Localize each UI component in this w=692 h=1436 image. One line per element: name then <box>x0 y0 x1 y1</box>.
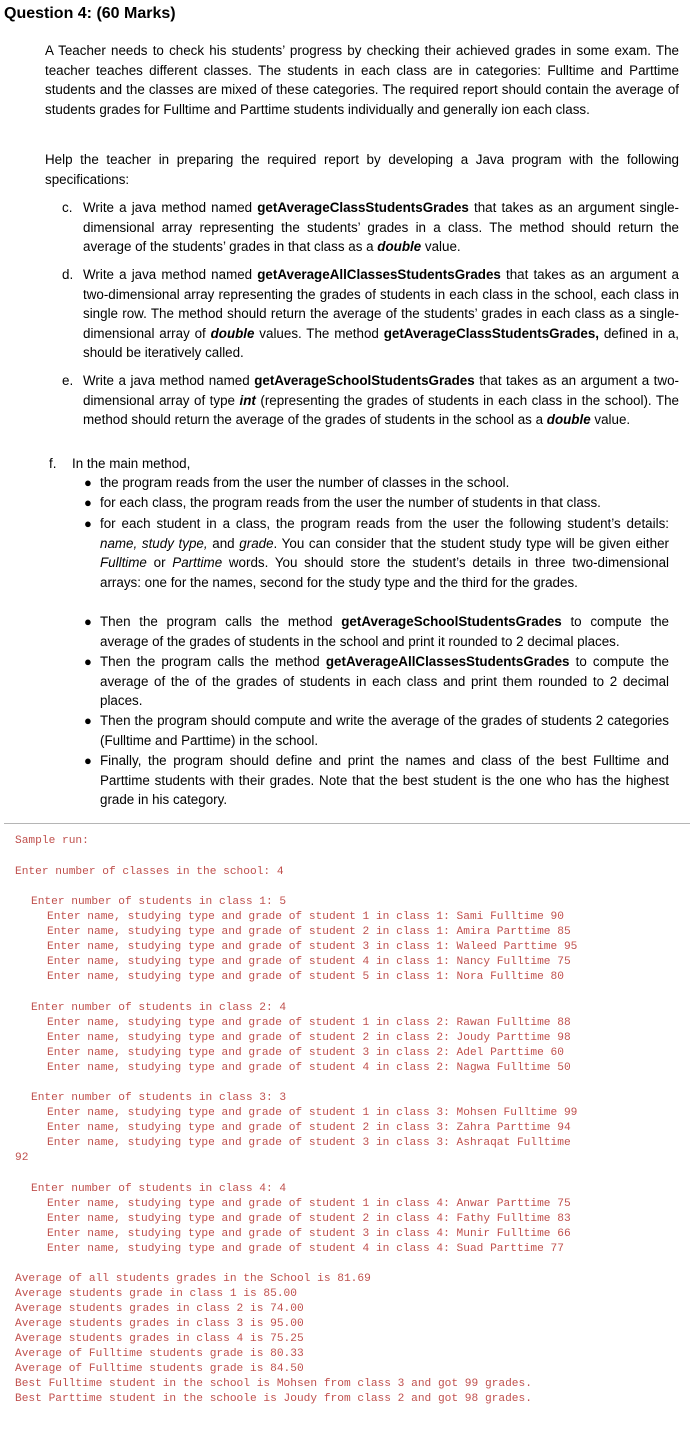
student-input-line: Enter name, studying type and grade of student 1 in class 3: Mohsen Fulltime 99 <box>47 1107 578 1119</box>
method-name: getAverageAllClassesStudentsGrades <box>257 267 501 282</box>
help-paragraph: Help the teacher in preparing the required report by developing a Java program with the following specifications: <box>45 152 679 187</box>
bullet-text: Then the program calls the method getAverageSchoolStudentsGrades to compute the average of the grades of students in the school and print it rounded to 2 decimal places. <box>100 614 669 649</box>
bullet-text: Then the program calls the method getAverageAllClassesStudentsGrades to compute the average of the of the grades of students in each class and print them rounded to 2 decimal places. <box>100 654 670 708</box>
student-input-line: Enter name, studying type and grade of student 3 in class 3: Ashraqat Fulltime <box>47 1137 571 1149</box>
bullet-icon: ● <box>84 753 92 768</box>
method-name: getAverageClassStudentsGrades, <box>383 325 600 341</box>
bullet-text: Finally, the program should define and print the names and class of the best Fulltime and Parttime students with their grades. Note that the best student is the one who has the highest grade in his category. <box>100 753 669 807</box>
bullet-text: Then the program should compute and write the average of the grades of students 2 categories (Fulltime and Parttime) in the school. <box>100 713 669 748</box>
class-count-prompt: Enter number of students in class 3: 3 <box>31 1092 287 1104</box>
spec-c-marker: c. <box>62 200 73 215</box>
bullet-icon: ● <box>84 654 92 669</box>
type-name: double <box>210 325 255 341</box>
student-input-line: Enter name, studying type and grade of student 2 in class 1: Amira Parttime 85 <box>47 926 571 938</box>
student-input-line: Enter name, studying type and grade of student 2 in class 2: Joudy Parttime 98 <box>47 1032 571 1044</box>
method-name: getAverageAllClassesStudentsGrades <box>325 654 570 669</box>
bullet-icon: ● <box>84 475 92 490</box>
intro-paragraph: A Teacher needs to check his students’ progress by checking their achieved grades in some exam. The teacher teaches different classes. The students in each class are in categories: Fulltime and Parttime students and the classes are mixed of these categories. The required report should contain the average of students grades for Fulltime and Parttime students individually and generally ion each class. <box>45 43 679 117</box>
question-title: Question 4: (60 Marks) <box>4 5 176 22</box>
student-input-line: Enter name, studying type and grade of student 5 in class 1: Nora Fulltime 80 <box>47 971 564 983</box>
spec-e-text: Write a java method named getAverageSchoolStudentsGrades that takes as an argument a two-dimensional array of type int (representing the grades of students in each class in the school). The method should return the average of the grades of students in the school as a double value. <box>83 373 679 427</box>
student-input-line: Enter name, studying type and grade of student 3 in class 2: Adel Parttime 60 <box>47 1047 564 1059</box>
student-input-line: Enter name, studying type and grade of student 3 in class 4: Munir Fulltime 66 <box>47 1228 571 1240</box>
spec-d-text: Write a java method named getAverageAllClassesStudentsGrades that takes as an argument a two-dimensional array representing the grades of students in each class in the school, each class in single row. The method should return the average of the students’ grades in each class as a single-dimensional array of double values. The method getAverageClassStudentsGrades, defined in a, should be iteratively called. <box>83 267 679 360</box>
student-input-line: Enter name, studying type and grade of student 4 in class 2: Nagwa Fulltime 50 <box>47 1062 571 1074</box>
type-name: int <box>239 392 256 408</box>
method-name: getAverageSchoolStudentsGrades <box>341 614 562 629</box>
result-line: Average students grades in class 4 is 75.25 <box>15 1333 304 1345</box>
bullet-icon: ● <box>84 614 92 629</box>
result-line: Average of all students grades in the School is 81.69 <box>15 1273 371 1285</box>
student-input-line: Enter name, studying type and grade of student 4 in class 4: Suad Parttime 77 <box>47 1243 564 1255</box>
wrapped-grade: 92 <box>15 1152 29 1164</box>
bullet-text: for each student in a class, the program reads from the user the following student’s details: name, study type, and grade. You can consider that the student study type will be given either Fulltime or Parttime words. You should store the student’s details in three two-dimensional arrays: one for the names, second for the study type and the third for the grades. <box>100 516 669 590</box>
student-input-line: Enter name, studying type and grade of student 3 in class 1: Waleed Parttime 95 <box>47 941 578 953</box>
student-input-line: Enter name, studying type and grade of student 1 in class 4: Anwar Parttime 75 <box>47 1198 571 1210</box>
spec-c-text: Write a java method named getAverageClassStudentsGrades that takes as an argument single-dimensional array representing the students’ grades in a class. The method should return the average of the students’ grades in that class as a double value. <box>83 200 679 254</box>
spec-f-label: In the main method, <box>72 456 191 471</box>
spec-e-marker: e. <box>62 373 74 388</box>
method-name: getAverageClassStudentsGrades <box>257 200 469 215</box>
result-line: Best Parttime student in the schoole is Joudy from class 2 and got 98 grades. <box>15 1393 532 1405</box>
result-line: Average of Fulltime students grade is 84.50 <box>15 1363 304 1375</box>
result-line: Best Fulltime student in the school is Mohsen from class 3 and got 99 grades. <box>15 1378 532 1390</box>
class-count-prompt: Enter number of students in class 1: 5 <box>31 896 287 908</box>
method-name: getAverageSchoolStudentsGrades <box>254 373 475 388</box>
student-input-line: Enter name, studying type and grade of student 4 in class 1: Nancy Fulltime 75 <box>47 956 571 968</box>
student-input-line: Enter name, studying type and grade of student 2 in class 3: Zahra Parttime 94 <box>47 1122 571 1134</box>
student-input-line: Enter name, studying type and grade of student 1 in class 2: Rawan Fulltime 88 <box>47 1017 571 1029</box>
type-name: double <box>377 239 422 254</box>
bullet-icon: ● <box>84 713 92 728</box>
result-line: Average students grades in class 3 is 95.00 <box>15 1318 304 1330</box>
student-input-line: Enter name, studying type and grade of student 1 in class 1: Sami Fulltime 90 <box>47 911 564 923</box>
spec-f-marker: f. <box>49 456 57 471</box>
bullet-icon: ● <box>84 516 92 531</box>
result-line: Average of Fulltime students grade is 80.33 <box>15 1348 304 1360</box>
bullet-text: the program reads from the user the number of classes in the school. <box>100 475 510 490</box>
sample-heading: Sample run: <box>15 835 89 847</box>
class-count-prompt: Enter number of students in class 4: 4 <box>31 1183 287 1195</box>
type-name: double <box>546 412 591 427</box>
result-line: Average students grade in class 1 is 85.00 <box>15 1288 297 1300</box>
bullet-text: for each class, the program reads from the user the number of students in that class. <box>100 495 601 510</box>
bullet-icon: ● <box>84 495 92 510</box>
class-count-prompt: Enter number of students in class 2: 4 <box>31 1002 287 1014</box>
student-input-line: Enter name, studying type and grade of student 2 in class 4: Fathy Fulltime 83 <box>47 1213 571 1225</box>
classes-prompt: Enter number of classes in the school: 4 <box>15 866 284 878</box>
spec-d-marker: d. <box>62 267 74 282</box>
section-divider <box>4 823 690 824</box>
result-line: Average students grades in class 2 is 74.00 <box>15 1303 304 1315</box>
